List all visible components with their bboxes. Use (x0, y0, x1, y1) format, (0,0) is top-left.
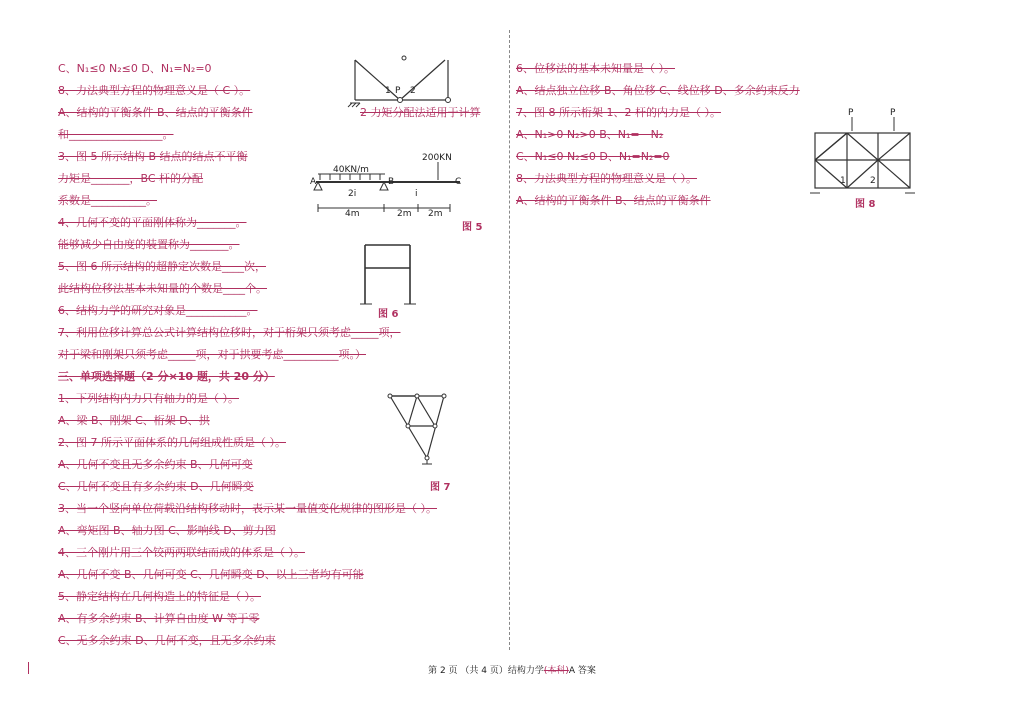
left_column-line: C、几何不变且有多余约束 D、几何瞬变 (58, 480, 254, 493)
fig5-load-q: 40KN/m (333, 165, 369, 175)
top-load: P (395, 86, 401, 96)
right_column-line: A、结构的平衡条件 B、结点的平衡条件 (516, 194, 711, 207)
left_column-line: 4、三个刚片用三个铰两两联结而成的体系是（ ）。 (58, 546, 305, 559)
footer-suffix: A 答案 (568, 666, 596, 676)
left_column-line: 对于梁和刚架只须考虑_____项，对于拱要考虑__________项。） (58, 348, 366, 361)
fig8-load-1: P (848, 108, 854, 118)
fig5-dim-2: 2m (397, 209, 412, 219)
left_column-line: 力矩是_______，BC 杆的分配 (58, 172, 204, 185)
left_column-line: A、几何不变 B、几何可变 C、几何瞬变 D、以上三者均有可能 (58, 568, 364, 581)
left_column-line: 此结构位移法基本未知量的个数是____个。 (58, 282, 267, 295)
right_column-line: A、结点独立位移 B、角位移 C、线位移 D、多余约束反力 (516, 84, 800, 97)
fig5-node-b: B (388, 177, 395, 187)
left_column-line: 3、图 5 所示结构 B 结点的结点不平衡 (58, 150, 248, 163)
right_column-line: 6、位移法的基本未知量是（ ）。 (516, 62, 675, 75)
figure-8 (800, 105, 930, 205)
right_column-line: 7、图 8 所示桁架 1、2 杆的内力是（ ）。 (516, 106, 721, 119)
footer (0, 663, 1024, 676)
top-bar-1: 1 (385, 86, 391, 96)
left_column-line: C、N₁≤0 N₂≤0 D、N₁=N₂=0 (58, 62, 212, 75)
fig5-label: 图 5 (462, 222, 483, 233)
right_column-line: A、N₁>0 N₂>0 B、N₁=－N₂ (516, 128, 664, 141)
figure-7 (372, 388, 462, 478)
fig8-load-2: P (890, 108, 896, 118)
fig8-label: 图 8 (855, 199, 876, 210)
force-method-fragment: 力矩分配法适用于计算 (370, 106, 481, 119)
fig5-node-c: C (455, 177, 462, 187)
left_column-line: A、有多余约束 B、计算自由度 W 等于零 (58, 612, 260, 625)
left_column-line: A、结构的平衡条件 B、结点的平衡条件 (58, 106, 253, 119)
right_column-line: 8、力法典型方程的物理意义是（ ）。 (516, 172, 697, 185)
left_column-line: 三、单项选择题（2 分×10 题，共 20 分） (58, 370, 275, 383)
left_column-line: 8、力法典型方程的物理意义是（ C ）。 (58, 84, 251, 97)
right_column-line: C、N₁≤0 N₂≤0 D、N₁=N₂=0 (516, 150, 670, 163)
top-bar-2: 2 (410, 86, 416, 96)
footer-struck-text: (本科) (543, 666, 569, 676)
left_column-line: 5、图 6 所示结构的超静定次数是____次， (58, 260, 266, 273)
left_column-line: 1、下列结构内力只有轴力的是（ ）。 (58, 392, 239, 405)
figure-6 (360, 240, 420, 310)
figure-5 (310, 152, 490, 224)
fig5-dim-3: 2m (428, 209, 443, 219)
left_column-line: 5、静定结构在几何构造上的特征是（ ）。 (58, 590, 261, 603)
fig8-bar-2: 2 (870, 176, 876, 186)
fig5-stiff-2: i (415, 189, 418, 199)
fig8-bar-1: 1 (840, 176, 846, 186)
left_column-line: A、梁 B、刚架 C、桁架 D、拱 (58, 414, 210, 427)
footer-page-text: 第 2 页 （共 4 页）结构力学 (428, 666, 544, 676)
left_column-line: A、几何不变且无多余约束 B、几何可变 (58, 458, 253, 471)
fig5-dim-1: 4m (345, 209, 360, 219)
left_column-line: 和_________________。 (58, 128, 174, 141)
left_column-line: C、无多余约束 D、几何不变，且无多余约束 (58, 634, 276, 647)
left_column-line: A、弯矩图 B、轴力图 C、影响线 D、剪力图 (58, 524, 276, 537)
left_column-line: 能够减少自由度的装置称为_______。 (58, 238, 240, 251)
column-divider (509, 30, 510, 650)
left_column-line: 4、几何不变的平面刚体称为_______。 (58, 216, 247, 229)
num-2: 2 (360, 106, 367, 119)
left_column-line: 6、结构力学的研究对象是___________。 (58, 304, 258, 317)
left_column-line: 系数是__________。 (58, 194, 157, 207)
fig5-load-p: 200KN (422, 153, 452, 163)
fig6-label: 图 6 (378, 309, 399, 320)
left_column-line: 3、当一个竖向单位荷载沿结构移动时，表示某一量值变化规律的图形是（ ）。 (58, 502, 437, 515)
left_column-line: 2、图 7 所示平面体系的几何组成性质是（ ）。 (58, 436, 286, 449)
fig5-node-a: A (310, 177, 317, 187)
fig7-label: 图 7 (430, 482, 451, 493)
left_column-line: 7、利用位移计算总公式计算结构位移时，对于桁架只须考虑_____项， (58, 326, 401, 339)
top-figure (340, 55, 460, 115)
fig5-stiff-1: 2i (348, 189, 357, 199)
